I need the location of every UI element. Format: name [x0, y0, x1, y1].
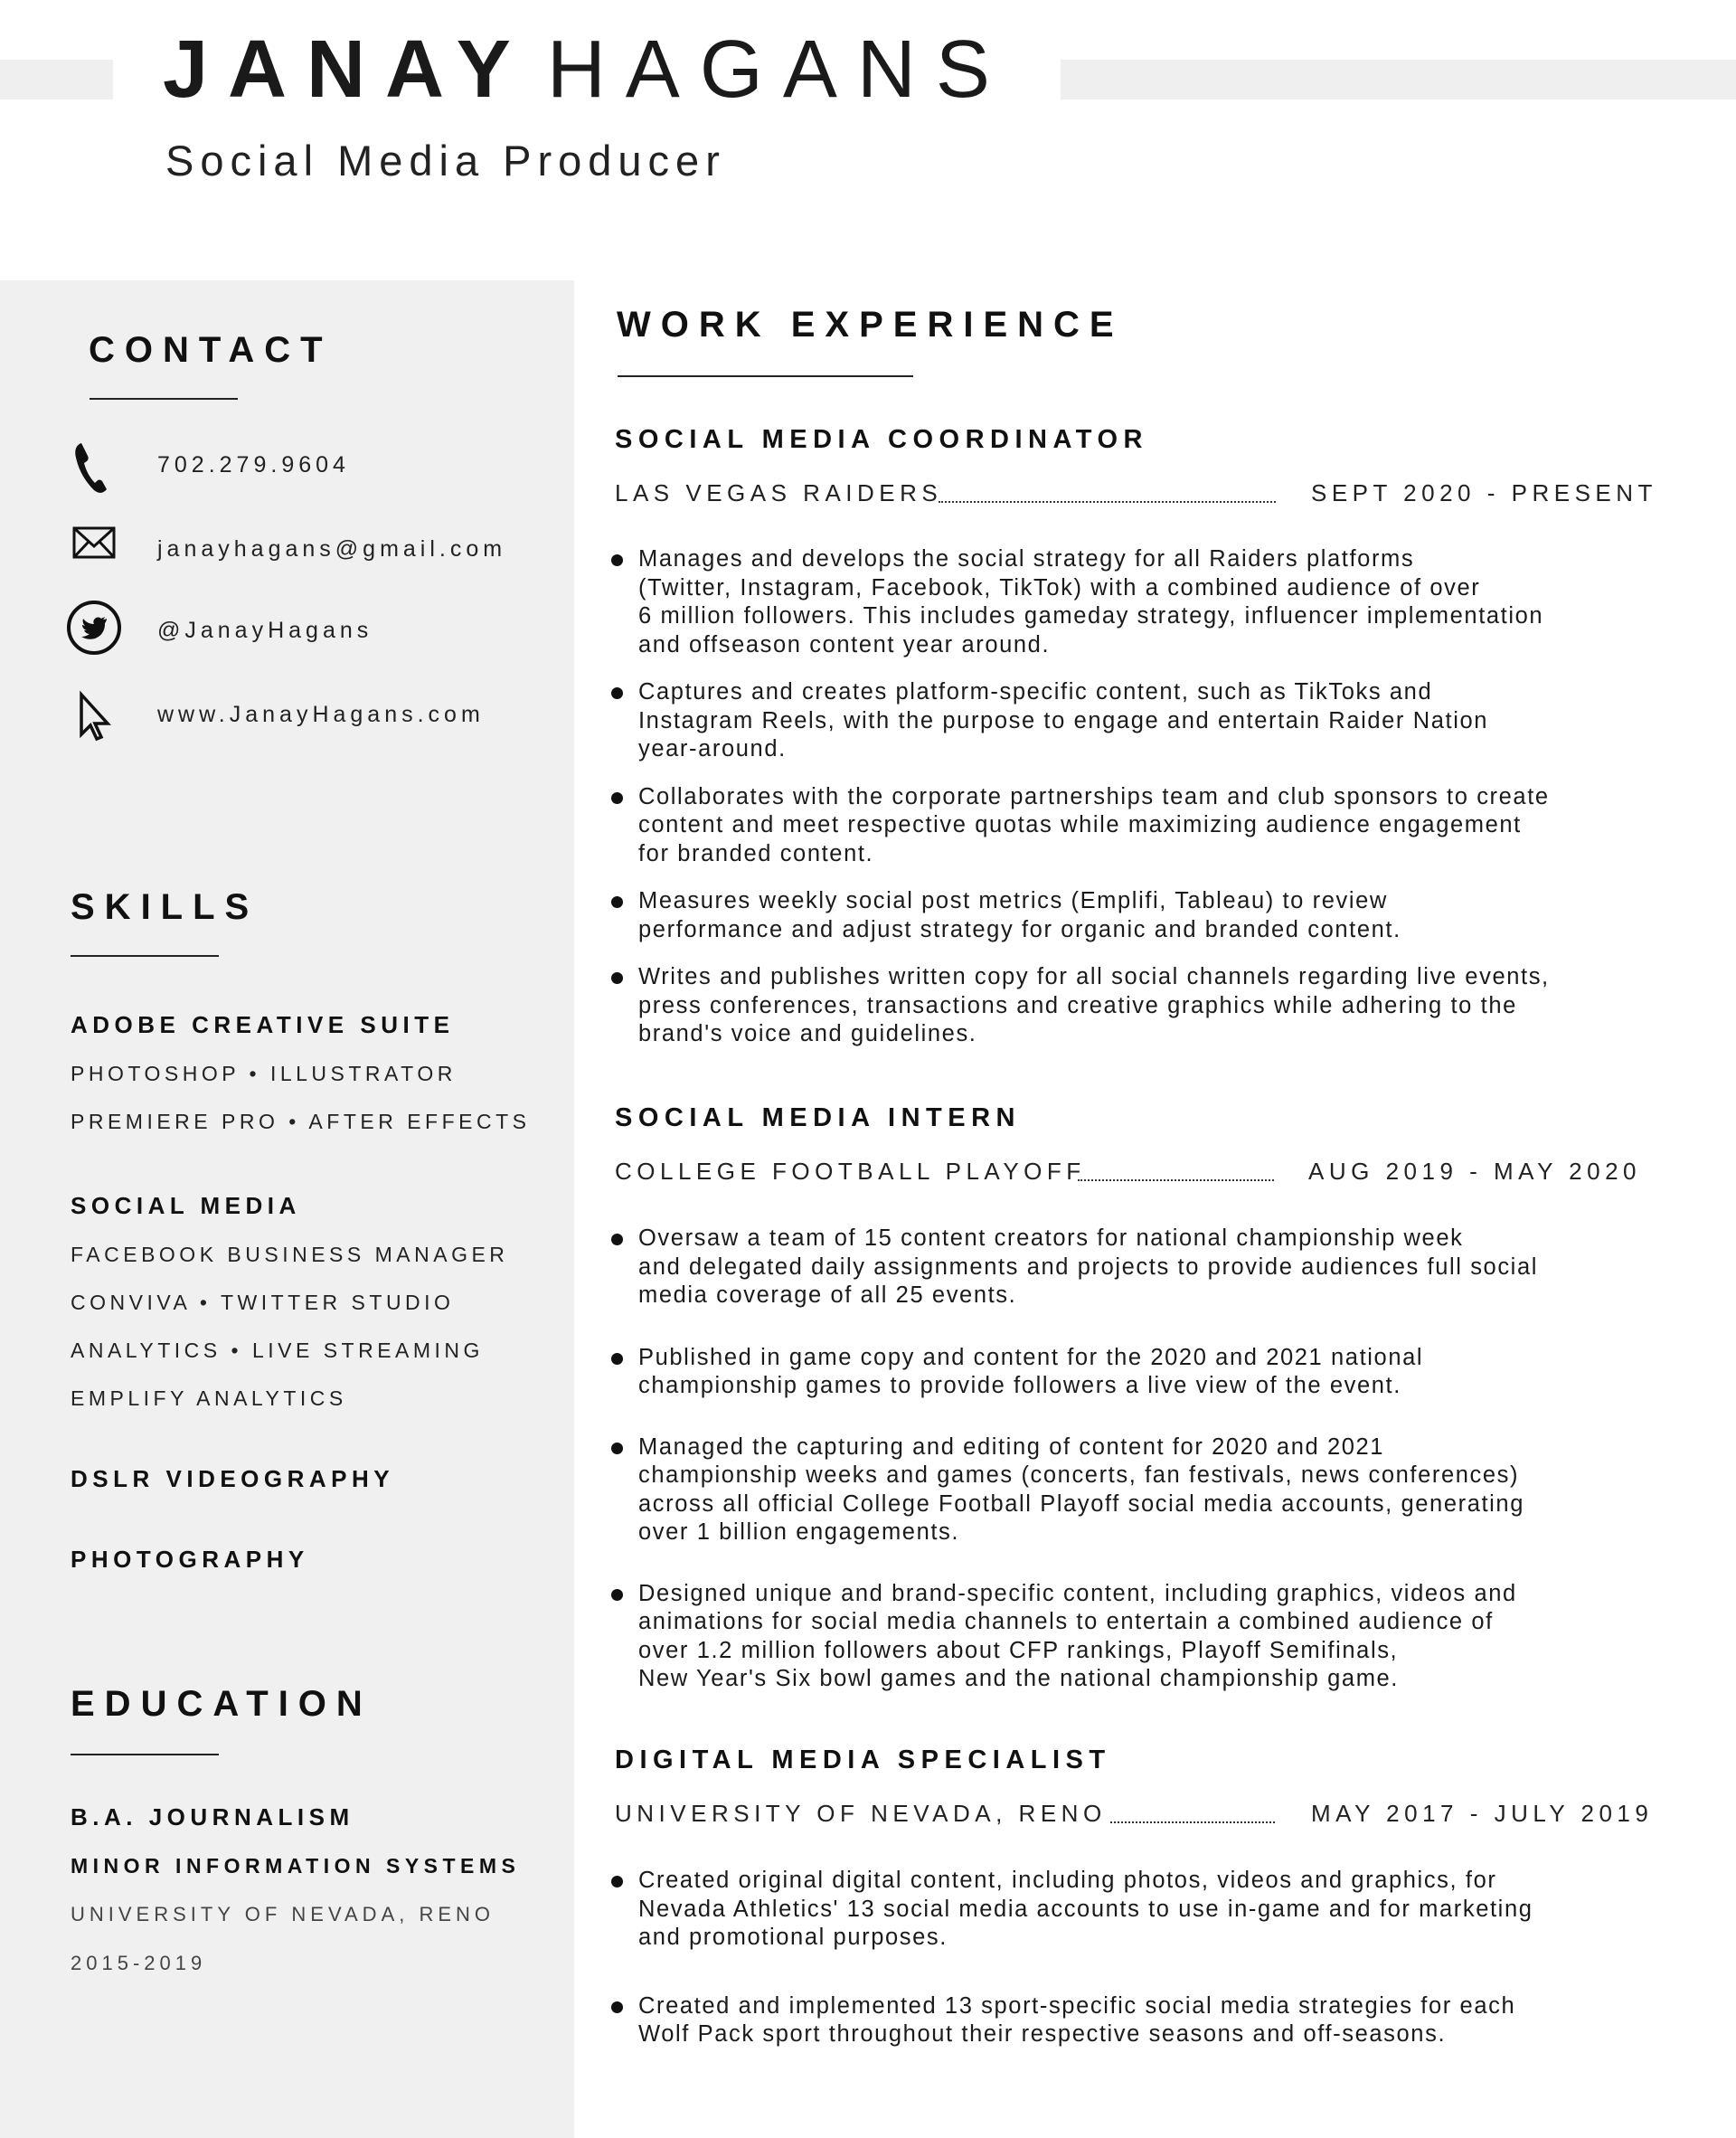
contact-title: CONTACT — [89, 330, 333, 370]
skill-item: ANALYTICS • LIVE STREAMING — [71, 1339, 484, 1362]
job-org: COLLEGE FOOTBALL PLAYOFF — [615, 1158, 1086, 1185]
header-bar-right — [1061, 60, 1736, 99]
bullet-item: Designed unique and brand-specific content, including graphics, videos and animations for social media channels to entertain a combined audience of over 1.2 million followers about CFP rankings, Playoff Semifinals, New Year's Six bowl games and the national championship game. — [611, 1580, 1678, 1694]
skill-item: EMPLIFY ANALYTICS — [71, 1386, 347, 1410]
bullet-item: Oversaw a team of 15 content creators for national championship week and delegated daily assignments and projects to provide audiences full social media coverage of all 25 events. — [611, 1225, 1678, 1310]
job-org-line — [615, 1158, 1646, 1194]
skills-rule — [71, 955, 219, 957]
candidate-name — [163, 24, 1010, 115]
twitter-icon — [65, 599, 123, 657]
bullet-item: Writes and publishes written copy for all social channels regarding live events, press conferences, transactions and creative graphics while adhering to the brand's voice and guidelines. — [611, 963, 1678, 1049]
phone-icon — [65, 440, 123, 497]
last-name: HAGANS — [546, 24, 1010, 115]
bullet-item: Created and implemented 13 sport-specific social media strategies for each Wolf Pack sport throughout their respective seasons and off-seasons. — [611, 1992, 1678, 2049]
skill-item: PHOTOSHOP • ILLUSTRATOR — [71, 1062, 457, 1085]
bullet-item: Published in game copy and content for the 2020 and 2021 national championship games to provide followers a live view of the event. — [611, 1344, 1678, 1401]
education-title: EDUCATION — [71, 1684, 373, 1724]
phone-text: 702.279.9604 — [157, 452, 350, 478]
skills-title: SKILLS — [71, 887, 259, 927]
bullet-item: Measures weekly social post metrics (Emplifi, Tableau) to review performance and adjust strategy for organic and branded content. — [611, 887, 1678, 944]
job-org: UNIVERSITY OF NEVADA, RENO — [615, 1800, 1107, 1827]
bullet-item: Created original digital content, including photos, videos and graphics, for Nevada Athletics' 13 social media accounts to use in-game and for marketing and promotional purposes. — [611, 1867, 1678, 1953]
skill-group-heading: PHOTOGRAPHY — [71, 1546, 309, 1573]
education-school: UNIVERSITY OF NEVADA, RENO — [71, 1903, 495, 1925]
job-org: LAS VEGAS RAIDERS — [615, 479, 943, 506]
job-title: DIGITAL MEDIA SPECIALIST — [615, 1745, 1111, 1774]
skill-group-heading: DSLR VIDEOGRAPHY — [71, 1465, 395, 1492]
dotted-leader — [1110, 1821, 1275, 1823]
experience-title: WORK EXPERIENCE — [617, 305, 1124, 345]
website-text: www.JanayHagans.com — [157, 702, 485, 727]
job-title: SOCIAL MEDIA INTERN — [615, 1103, 1021, 1132]
bullet-item: Manages and develops the social strategy for all Raiders platforms (Twitter, Instagram, Facebook, TikTok) with a combined audience of over 6 million followers. This includes gameday strategy, influencer implementation and offseason content year around. — [611, 545, 1678, 659]
education-rule — [71, 1754, 219, 1755]
contact-twitter — [65, 599, 553, 662]
job-bullets — [611, 545, 1678, 1049]
skill-group-heading: ADOBE CREATIVE SUITE — [71, 1011, 455, 1038]
job-title: SOCIAL MEDIA COORDINATOR — [615, 425, 1148, 454]
education-degree: B.A. JOURNALISM — [71, 1803, 354, 1831]
skill-item: FACEBOOK BUSINESS MANAGER — [71, 1243, 509, 1266]
email-text: janayhagans@gmail.com — [157, 536, 507, 562]
contact-phone — [65, 440, 553, 503]
job-org-line — [615, 1800, 1654, 1836]
job-role: Social Media Producer — [165, 137, 726, 184]
mail-icon — [65, 519, 123, 577]
education-minor: MINOR INFORMATION SYSTEMS — [71, 1854, 521, 1878]
education-years: 2015-2019 — [71, 1952, 207, 1974]
bullet-item: Captures and creates platform-specific content, such as TikToks and Instagram Reels, with the purpose to engage and entertain Raider Nation year-around. — [611, 678, 1678, 764]
job-dates: AUG 2019 - MAY 2020 — [1308, 1158, 1642, 1185]
twitter-text: @JanayHagans — [157, 618, 373, 643]
skill-group-heading: SOCIAL MEDIA — [71, 1192, 301, 1219]
skill-item: PREMIERE PRO • AFTER EFFECTS — [71, 1110, 531, 1133]
skill-item: CONVIVA • TWITTER STUDIO — [71, 1291, 455, 1314]
dotted-leader — [939, 501, 1276, 503]
header-bar-left — [0, 60, 113, 99]
bullet-item: Managed the capturing and editing of content for 2020 and 2021 championship weeks and games (concerts, fan festivals, news conferences) across all official College Football Playoff social media accounts, generating over 1 billion engagements. — [611, 1433, 1678, 1547]
job-dates: SEPT 2020 - PRESENT — [1311, 479, 1657, 506]
cursor-icon — [65, 689, 123, 747]
contact-rule — [90, 398, 238, 400]
first-name: JANAY — [163, 24, 531, 115]
bullet-item: Collaborates with the corporate partnerships team and club sponsors to create content and meet respective quotas while maximizing audience engagement for branded content. — [611, 783, 1678, 869]
job-bullets — [611, 1867, 1678, 2049]
contact-email — [65, 519, 553, 582]
job-dates: MAY 2017 - JULY 2019 — [1311, 1800, 1654, 1827]
contact-website — [65, 689, 553, 752]
dotted-leader — [1078, 1179, 1274, 1181]
job-bullets — [611, 1225, 1678, 1694]
experience-rule — [618, 375, 913, 377]
job-org-line — [615, 479, 1657, 516]
